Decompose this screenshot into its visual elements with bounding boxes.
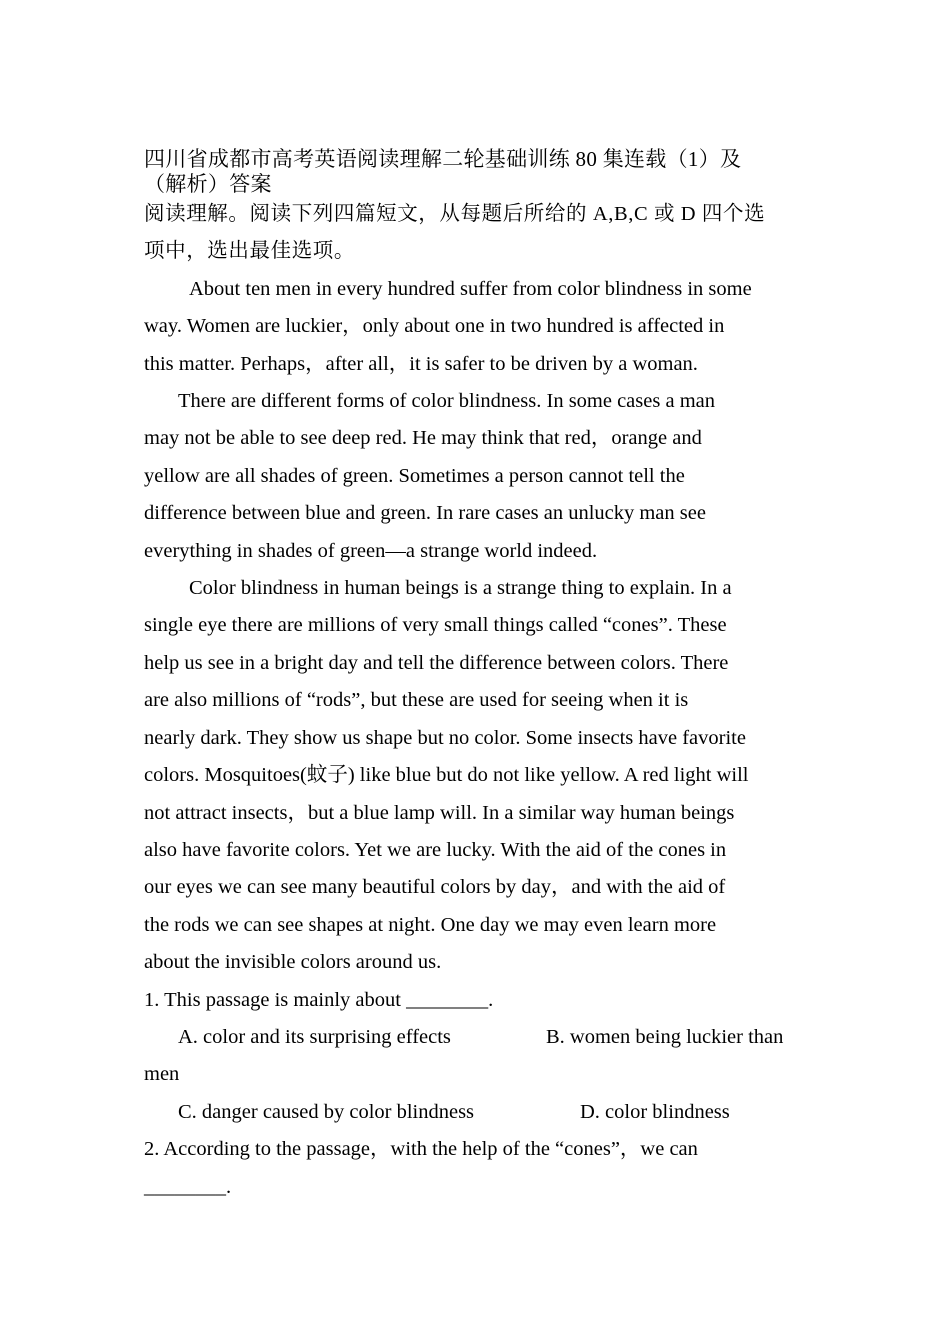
- passage-line: colors. Mosquitoes(蚊子) like blue but do not like yellow. A red light will: [144, 764, 749, 787]
- passage-line: Color blindness in human beings is a strange thing to explain. In a: [189, 577, 732, 600]
- question-1-option-a: A. color and its surprising effects: [178, 1025, 451, 1048]
- question-2-blank: ________.: [144, 1175, 232, 1198]
- instruction-line-1: 阅读理解。阅读下列四篇短文，从每题后所给的 A,B,C 或 D 四个选: [144, 203, 766, 225]
- question-1-option-d: D. color blindness: [580, 1100, 730, 1123]
- passage-line: yellow are all shades of green. Sometimes a person cannot tell the: [144, 464, 685, 487]
- passage-line: difference between blue and green. In rare cases an unlucky man see: [144, 502, 706, 525]
- passage-line: our eyes we can see many beautiful colors by day，and with the aid of: [144, 876, 726, 899]
- document-title: [144, 147, 814, 197]
- question-2: [144, 1131, 816, 1206]
- passage-line: nearly dark. They show us shape but no color. Some insects have favorite: [144, 726, 746, 749]
- passage-line: the rods we can see shapes at night. One day we may even learn more: [144, 913, 717, 936]
- question-2-stem: 2. According to the passage，with the help of the “cones”，we can: [144, 1138, 698, 1161]
- title-line-2: （解析）答案: [144, 172, 272, 196]
- document-body: [144, 196, 816, 1206]
- question-1: [144, 982, 816, 1132]
- question-1-option-b-continued: men: [144, 1063, 180, 1086]
- passage-line: not attract insects，but a blue lamp will. In a similar way human beings: [144, 801, 735, 824]
- passage-line: also have favorite colors. Yet we are lucky. With the aid of the cones in: [144, 838, 727, 861]
- question-1-option-b: B. women being luckier than: [546, 1025, 784, 1048]
- passage-paragraph-3: [144, 570, 816, 981]
- passage-line: help us see in a bright day and tell the difference between colors. There: [144, 651, 729, 674]
- passage-line: single eye there are millions of very small things called “cones”. These: [144, 614, 727, 637]
- passage-line: way. Women are luckier，only about one in two hundred is affected in: [144, 315, 725, 338]
- question-1-stem: 1. This passage is mainly about ________.: [144, 988, 494, 1011]
- passage-line: this matter. Perhaps，after all，it is safer to be driven by a woman.: [144, 352, 698, 375]
- question-1-option-c: C. danger caused by color blindness: [178, 1100, 475, 1123]
- passage-line: everything in shades of green—a strange world indeed.: [144, 539, 598, 562]
- passage-paragraph-1: [144, 271, 816, 383]
- passage-line: are also millions of “rods”, but these are used for seeing when it is: [144, 689, 689, 712]
- passage-paragraph-2: [144, 383, 816, 570]
- passage-line: About ten men in every hundred suffer from color blindness in some: [189, 277, 752, 300]
- title-line-1: 四川省成都市高考英语阅读理解二轮基础训练 80 集连载（1）及: [144, 147, 742, 171]
- question-1-options-row-1: [144, 1019, 816, 1056]
- question-1-options-row-2: [144, 1094, 816, 1131]
- instruction-line-2: 项中，选出最佳选项。: [144, 240, 355, 263]
- passage-line: about the invisible colors around us.: [144, 951, 442, 974]
- passage-line: There are different forms of color blindness. In some cases a man: [178, 390, 715, 413]
- passage-line: may not be able to see deep red. He may think that red，orange and: [144, 427, 702, 450]
